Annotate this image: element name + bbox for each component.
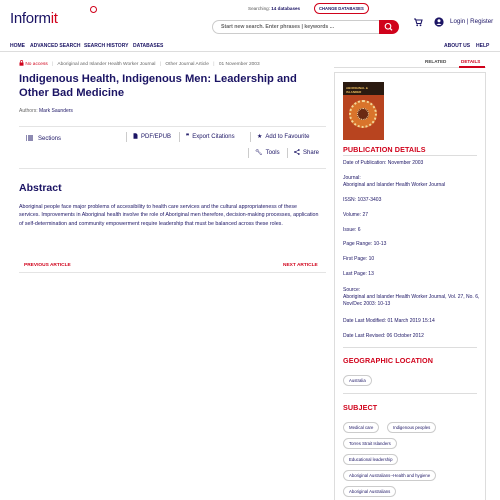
star-icon: ★ — [257, 134, 263, 140]
change-databases-button[interactable]: CHANGE DATABASES — [314, 3, 369, 14]
volume: Volume: 27 — [343, 212, 369, 218]
divider — [126, 132, 127, 142]
tools-label: Tools — [265, 150, 280, 156]
searching-status — [248, 6, 300, 11]
share-icon — [294, 149, 300, 155]
main-nav — [0, 40, 500, 52]
nav-advanced-search[interactable]: ADVANCED SEARCH — [30, 43, 81, 49]
document-icon — [133, 133, 138, 139]
source-value: Aboriginal and Islander Health Worker Journal, Vol. 27, No. 6, Nov/Dec 2003: 10-13 — [343, 294, 480, 308]
page-range: Page Range: 10-13 — [343, 241, 387, 247]
active-tab-indicator — [459, 66, 485, 68]
divider — [287, 148, 288, 158]
abstract-text: Aboriginal people face major problems of accessibility to health care services and the cultural appropriateness of these services. Improvements in Aboriginal health involve the role of Aboriginal men therefore, decision-making processes, application of self-determination and community empowerment require leadership that must be balanced across these roles. — [19, 204, 319, 227]
authors-label: Authors: — [19, 108, 38, 114]
nav-about-us[interactable]: ABOUT US — [444, 43, 471, 49]
share-label: Share — [303, 150, 320, 156]
breadcrumb-separator: | — [213, 62, 215, 67]
search-input[interactable]: Start new search. Enter phrases | keywords ... — [212, 20, 380, 34]
subject-tag-chip[interactable]: Educational leadership — [343, 454, 398, 465]
cover-title: ABORIGINAL & ISLANDER — [346, 86, 368, 94]
sections-label: Sections — [38, 136, 62, 142]
divider — [250, 132, 251, 142]
geo-tag-chip[interactable]: Australia — [343, 375, 372, 386]
sections-button[interactable] — [26, 135, 61, 142]
date-of-publication: Date of Publication: November 2003 — [343, 160, 424, 166]
divider — [179, 132, 180, 142]
journal-label: Journal: — [343, 175, 361, 181]
databases-count[interactable]: 14 databases — [271, 6, 301, 11]
breadcrumb-separator: | — [52, 62, 54, 67]
subject-tag-chip[interactable]: Torres Strait Islanders — [343, 438, 397, 449]
issue: Issue: 6 — [343, 227, 361, 233]
subject-tag-chip[interactable]: Aboriginal Australians--Health and hygiene — [343, 470, 436, 481]
searching-label: Searching: — [248, 6, 270, 11]
quote-icon: ❞ — [186, 134, 190, 140]
divider — [343, 347, 477, 348]
share-button[interactable] — [294, 149, 319, 156]
divider — [343, 155, 477, 156]
publication-details-heading: PUBLICATION DETAILS — [343, 145, 426, 154]
cover-artwork-center — [357, 108, 369, 120]
subject-tag-chip[interactable]: Indigenous peoples — [387, 422, 436, 433]
date-last-modified: Date Last Modified: 01 March 2019 15:14 — [343, 318, 435, 324]
geographic-location-heading: GEOGRAPHIC LOCATION — [343, 356, 434, 365]
breadcrumb — [19, 60, 260, 67]
date-last-revised: Date Last Revised: 06 October 2012 — [343, 333, 424, 339]
favourite-label: Add to Favourite — [265, 134, 310, 140]
previous-article-link[interactable]: PREVIOUS ARTICLE — [24, 263, 71, 268]
tab-related[interactable]: RELATED — [425, 59, 447, 64]
header — [0, 0, 500, 40]
search-button[interactable] — [379, 20, 399, 34]
subject-heading: SUBJECT — [343, 403, 378, 412]
breadcrumb-separator: | — [159, 62, 162, 67]
next-article-link[interactable]: NEXT ARTICLE — [283, 263, 318, 268]
export-citations-button[interactable] — [186, 133, 235, 140]
wrench-icon: 🔧︎ — [255, 150, 263, 156]
journal-cover-image[interactable] — [343, 82, 384, 140]
article-title: Indigenous Health, Indigenous Men: Leadership and Other Bad Medicine — [19, 73, 297, 99]
nav-help[interactable]: HELP — [476, 43, 490, 49]
nav-home[interactable]: HOME — [10, 43, 25, 49]
logo-circle-icon — [90, 6, 97, 13]
author-link[interactable]: Mark Saunders — [39, 108, 73, 114]
breadcrumb-journal[interactable]: Aboriginal and Islander Health Worker Journal — [57, 62, 156, 67]
tab-details[interactable]: DETAILS — [461, 59, 481, 64]
nav-databases[interactable]: DATABASES — [133, 43, 164, 49]
export-label: Export Citations — [192, 134, 235, 140]
breadcrumb-type: Other Journal Article — [165, 62, 209, 67]
authors — [19, 108, 73, 114]
pdf-epub-button[interactable] — [133, 133, 171, 140]
access-status: No access — [25, 62, 48, 67]
nav-search-history[interactable]: SEARCH HISTORY — [84, 43, 129, 49]
subject-tag-chip[interactable]: Aboriginal Australians — [343, 486, 396, 497]
last-page: Last Page: 13 — [343, 271, 374, 277]
logo-accent: it — [50, 10, 58, 27]
login-register-link[interactable]: Login | Register — [450, 18, 494, 25]
breadcrumb-date: 01 November 2003 — [218, 62, 260, 67]
logo-text: Inform — [10, 10, 51, 27]
divider — [19, 168, 326, 169]
source-label: Source: — [343, 287, 361, 293]
pdf-label: PDF/EPUB — [141, 134, 172, 140]
journal-value[interactable]: Aboriginal and Islander Health Worker Journal — [343, 182, 446, 188]
divider — [19, 272, 326, 273]
abstract-heading: Abstract — [19, 182, 62, 194]
informit-logo[interactable] — [10, 10, 58, 27]
list-icon — [26, 135, 33, 141]
divider — [343, 393, 477, 394]
tools-button[interactable] — [255, 149, 280, 156]
divider — [19, 126, 326, 127]
lock-icon — [19, 62, 24, 67]
user-icon[interactable] — [434, 17, 444, 27]
divider — [248, 148, 249, 158]
cart-icon[interactable] — [413, 17, 423, 27]
search-icon — [379, 20, 399, 34]
issn: ISSN: 1037-3403 — [343, 197, 382, 203]
subject-tag-chip[interactable]: Medical care — [343, 422, 379, 433]
first-page: First Page: 10 — [343, 256, 375, 262]
add-to-favourite-button[interactable] — [257, 133, 309, 140]
